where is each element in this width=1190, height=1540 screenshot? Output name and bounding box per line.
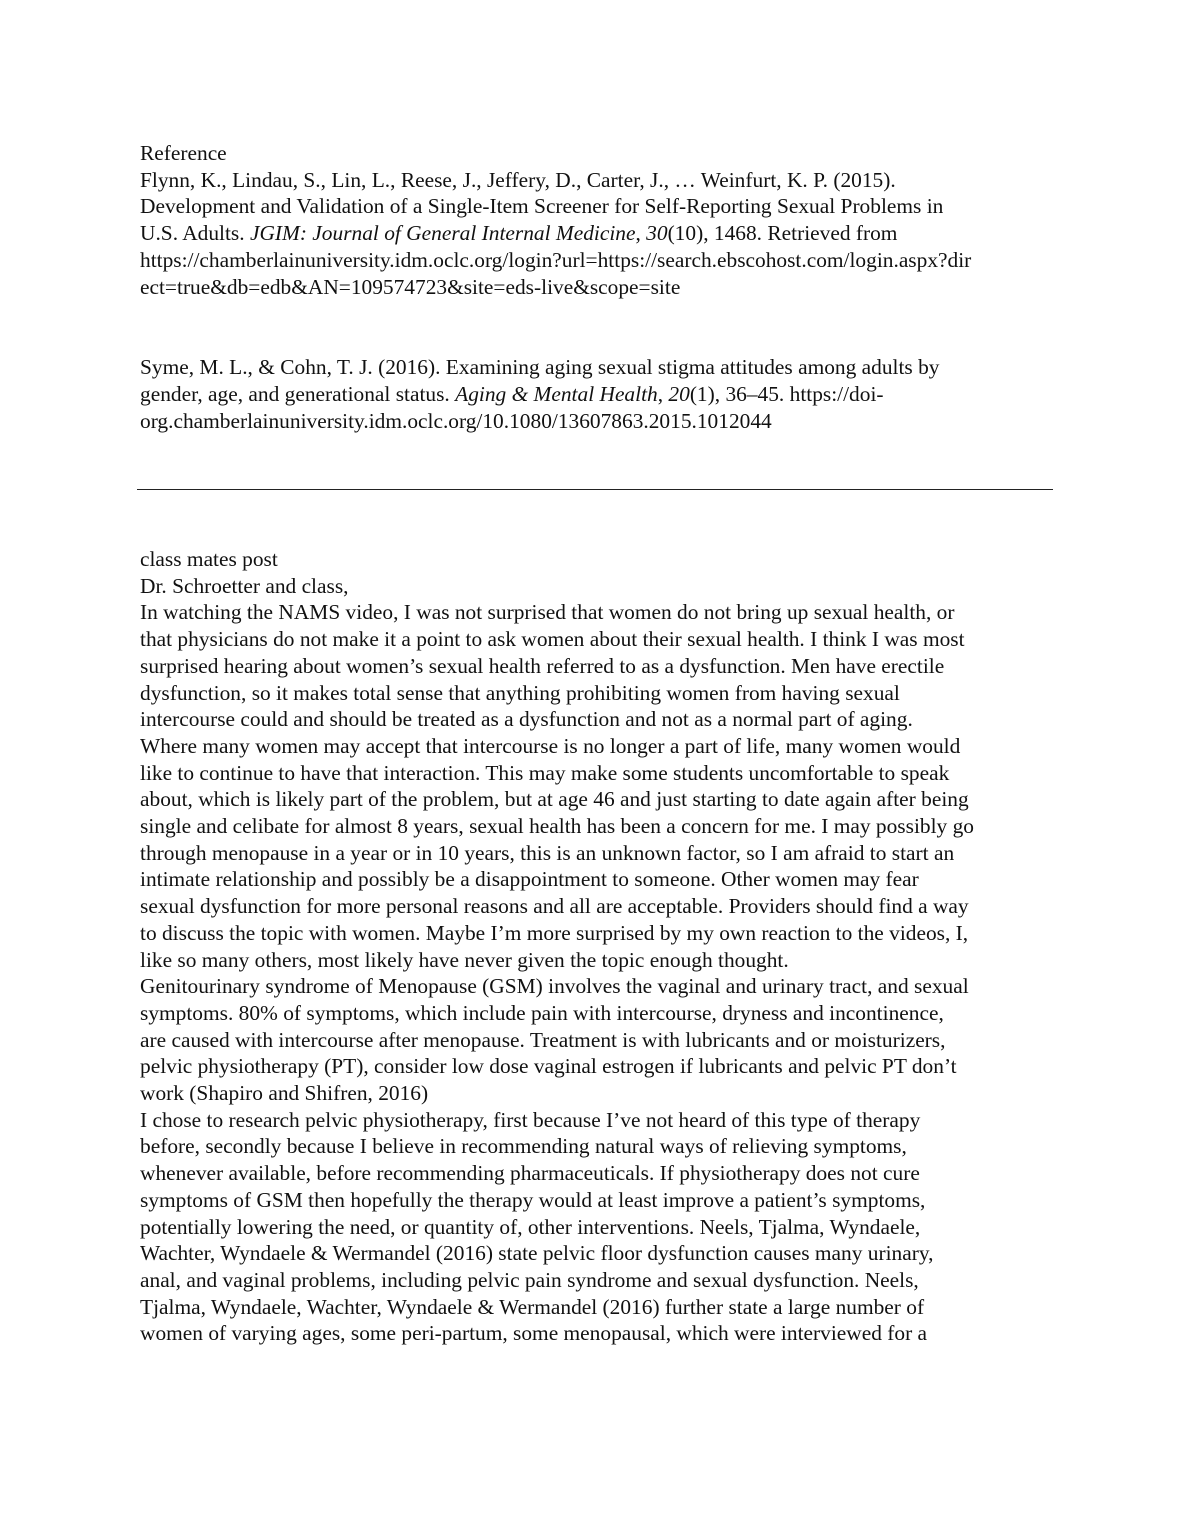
- reference-entry-flynn: [140, 167, 1052, 301]
- post-body-line: about, which is likely part of the problem, but at age 46 and just starting to date again after being: [140, 787, 969, 812]
- syme-line-2-suffix: (1), 36–45. https://doi-: [689, 381, 884, 406]
- post-body-line: like so many others, most likely have never given the topic enough thought.: [140, 947, 789, 972]
- syme-line-2-prefix: gender, age, and generational status.: [140, 381, 456, 406]
- post-body-line: single and celibate for almost 8 years, sexual health has been a concern for me. I may possibly go: [140, 814, 974, 839]
- post-body-line: surprised hearing about women’s sexual health referred to as a dysfunction. Men have erectile: [140, 653, 945, 678]
- reference-heading: Reference: [140, 141, 227, 165]
- reference-section: [140, 140, 1052, 434]
- post-body-line: potentially lowering the need, or quantity of, other interventions. Neels, Tjalma, Wyndaele,: [140, 1214, 921, 1239]
- post-body-line: Where many women may accept that intercourse is no longer a part of life, many women would: [140, 733, 961, 758]
- post-body-line: symptoms of GSM then hopefully the therapy would at least improve a patient’s symptoms,: [140, 1187, 926, 1212]
- syme-volume: 20: [668, 381, 690, 406]
- post-body-line: Genitourinary syndrome of Menopause (GSM) involves the vaginal and urinary tract, and sexual: [140, 974, 969, 999]
- post-label: class mates post: [140, 547, 278, 571]
- post-body-line: like to continue to have that interaction. This may make some students uncomfortable to speak: [140, 760, 950, 785]
- post-body-line: work (Shapiro and Shifren, 2016): [140, 1081, 429, 1106]
- post-body-line: sexual dysfunction for more personal reasons and all are acceptable. Providers should find a way: [140, 894, 969, 919]
- flynn-url-line-1: https://chamberlainuniversity.idm.oclc.org/login?url=https://search.ebscohost.com/login.aspx?dir: [140, 247, 972, 272]
- syme-sep: ,: [657, 381, 669, 406]
- flynn-url-line-2: ect=true&db=edb&AN=109574723&site=eds-live&scope=site: [140, 274, 681, 299]
- post-body-line: In watching the NAMS video, I was not surprised that women do not bring up sexual health, or: [140, 600, 955, 625]
- post-body-line: Tjalma, Wyndaele, Wachter, Wyndaele & Wermandel (2016) further state a large number of: [140, 1294, 925, 1319]
- post-body-line: anal, and vaginal problems, including pelvic pain syndrome and sexual dysfunction. Neels,: [140, 1267, 919, 1292]
- post-body-line: women of varying ages, some peri-partum, some menopausal, which were interviewed for a: [140, 1321, 928, 1346]
- flynn-sep: ,: [635, 221, 647, 246]
- post-body-line: dysfunction, so it makes total sense that anything prohibiting women from having sexual: [140, 680, 900, 705]
- post-body-line: Wachter, Wyndaele & Wermandel (2016) state pelvic floor dysfunction causes many urinary,: [140, 1241, 934, 1266]
- post-greeting: Dr. Schroetter and class,: [140, 573, 349, 598]
- post-body-line: that physicians do not make it a point to ask women about their sexual health. I think I was most: [140, 627, 965, 652]
- reference-entry-syme: [140, 354, 1052, 434]
- flynn-line-3-prefix: U.S. Adults.: [140, 221, 250, 246]
- flynn-volume: 30: [646, 221, 668, 246]
- syme-doi-line: org.chamberlainuniversity.idm.oclc.org/10.1080/13607863.2015.1012044: [140, 408, 772, 433]
- syme-line-1: Syme, M. L., & Cohn, T. J. (2016). Examining aging sexual stigma attitudes among adults by: [140, 355, 940, 380]
- flynn-line-2: Development and Validation of a Single-Item Screener for Self-Reporting Sexual Problems in: [140, 194, 944, 219]
- post-body-line: through menopause in a year or in 10 years, this is an unknown factor, so I am afraid to start an: [140, 840, 955, 865]
- flynn-line-3-suffix: (10), 1468. Retrieved from: [667, 221, 898, 246]
- post-body-line: I chose to research pelvic physiotherapy, first because I’ve not heard of this type of therapy: [140, 1107, 921, 1132]
- flynn-line-1: Flynn, K., Lindau, S., Lin, L., Reese, J., Jeffery, D., Carter, J., … Weinfurt, K. P. (2015).: [140, 167, 896, 192]
- classmate-post: [140, 546, 1052, 1347]
- post-body-line: before, secondly because I believe in recommending natural ways of relieving symptoms,: [140, 1134, 907, 1159]
- flynn-line-3: [140, 220, 1052, 247]
- flynn-journal-title: JGIM: Journal of General Internal Medicine: [249, 221, 636, 246]
- post-body-line: pelvic physiotherapy (PT), consider low dose vaginal estrogen if lubricants and pelvic PT don’t: [140, 1054, 957, 1079]
- reference-spacer: [140, 300, 1052, 354]
- post-body-line: whenever available, before recommending pharmaceuticals. If physiotherapy does not cure: [140, 1161, 920, 1186]
- post-body-line: symptoms. 80% of symptoms, which include pain with intercourse, dryness and incontinence,: [140, 1000, 944, 1025]
- post-body-line: intimate relationship and possibly be a disappointment to someone. Other women may fear: [140, 867, 919, 892]
- post-body: [140, 599, 1052, 1347]
- post-body-line: to discuss the topic with women. Maybe I’m more surprised by my own reaction to the videos, I,: [140, 920, 969, 945]
- syme-line-2: [140, 381, 1052, 408]
- post-body-line: are caused with intercourse after menopause. Treatment is with lubricants and or moisturizers,: [140, 1027, 946, 1052]
- section-divider: [137, 489, 1053, 492]
- post-body-line: intercourse could and should be treated as a dysfunction and not as a normal part of aging.: [140, 707, 913, 732]
- syme-journal-title: Aging & Mental Health: [455, 381, 658, 406]
